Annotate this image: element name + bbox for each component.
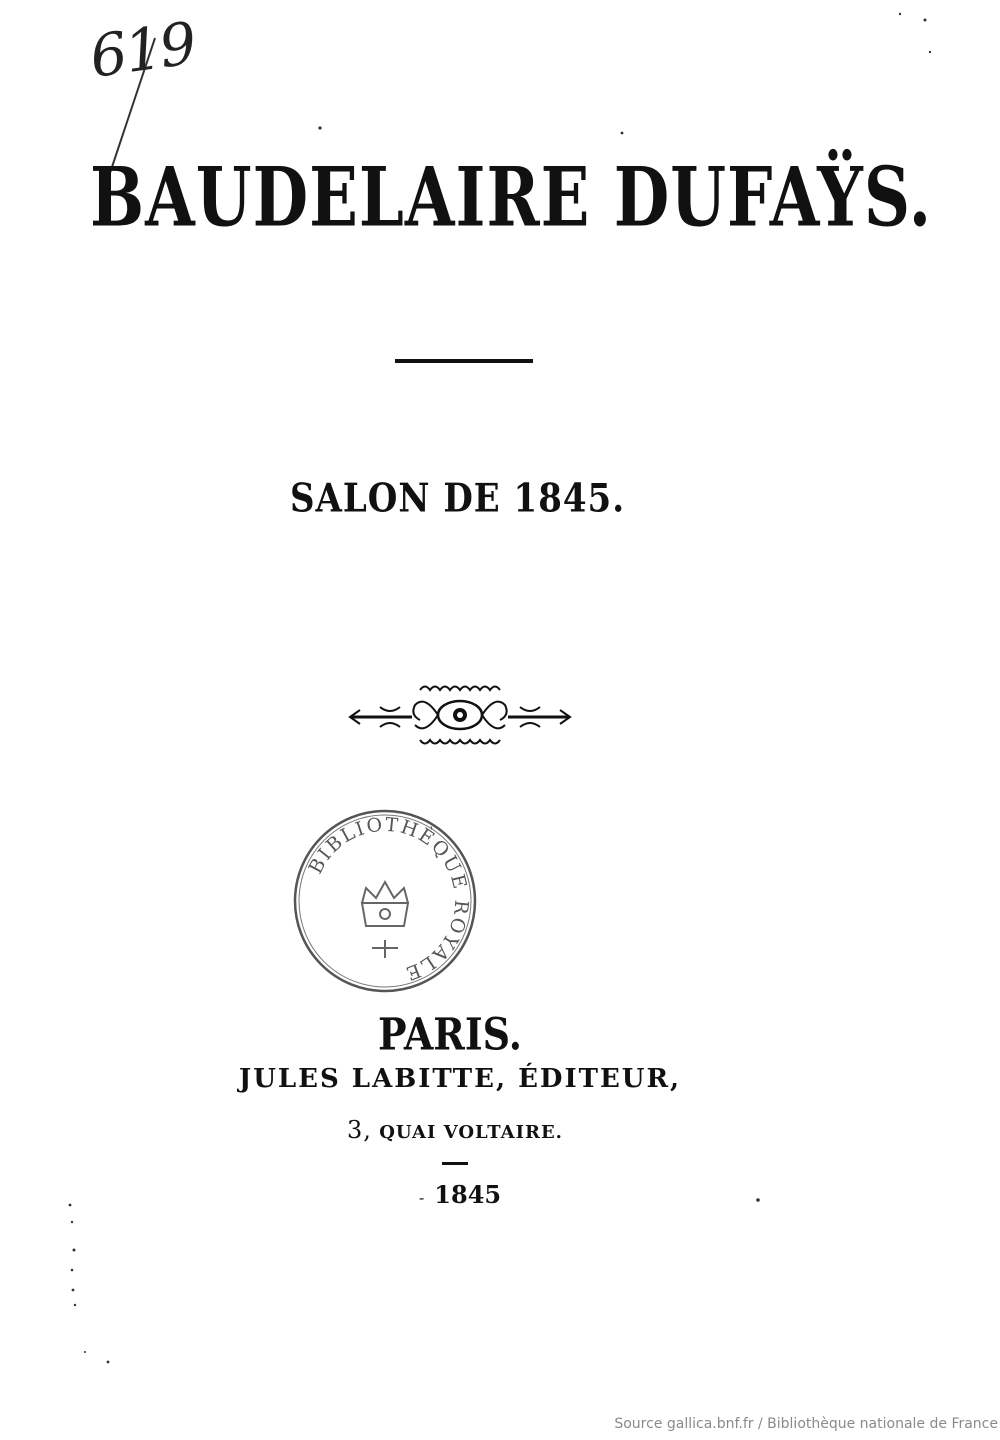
imprint-address (300, 1116, 610, 1146)
imprint-publisher: JULES LABITTE, ÉDITEUR, (238, 1064, 682, 1094)
address-number: 3, (347, 1116, 372, 1144)
source-attribution: Source gallica.bnf.fr / Bibliothèque nationale de France (614, 1416, 998, 1432)
imprint-year-line (380, 1180, 540, 1216)
divider-rule (395, 359, 533, 363)
imprint-rule (442, 1162, 468, 1165)
crown-fleur-de-lis-icon (362, 882, 408, 958)
shelf-mark-number: 619 (85, 9, 199, 91)
stamp-ring-text (304, 814, 472, 985)
address-street: QUAI VOLTAIRE. (379, 1122, 563, 1143)
imprint-year: 1845 (434, 1180, 502, 1209)
book-title: SALON DE 1845. (289, 476, 626, 522)
library-stamp (292, 808, 478, 994)
typographic-fleuron-icon (340, 655, 580, 765)
year-dash: - (418, 1188, 425, 1207)
author-name: BAUDELAIRE DUFAŸS. (90, 150, 933, 246)
stamp-ring-textpath: BIBLIOTHÈQUE ROYALE (304, 813, 473, 985)
imprint-city: PARIS. (378, 1008, 522, 1060)
